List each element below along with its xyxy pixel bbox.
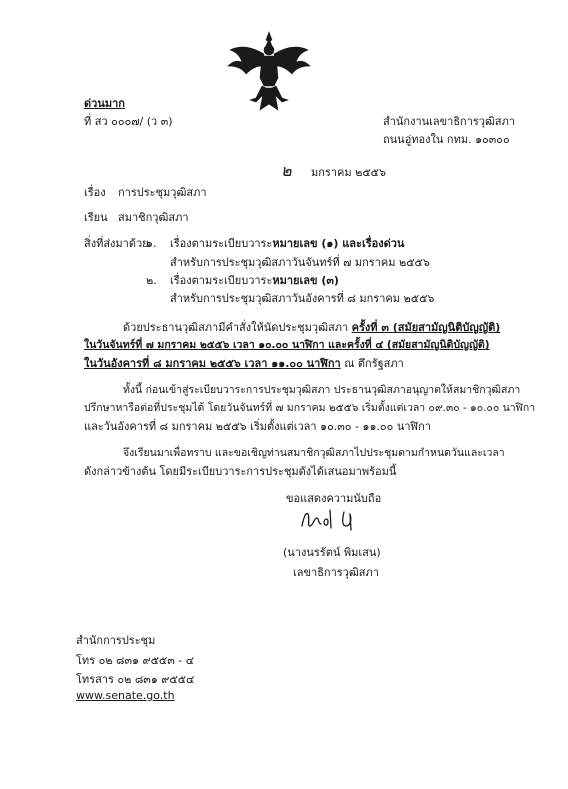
paragraph-3-line-1: จึงเรียนมาเพื่อทราบ และขอเชิญท่านสมาชิกวุฒิสภาไปประชุมตามกำหนดวันและเวลา [123, 447, 505, 459]
paragraph-3-line-2: ดังกล่าวข้างต้น โดยมีระเบียบวาระการประชุมดังได้เสนอมาพร้อมนี้ [84, 465, 397, 478]
reference-number: ที่ สว ๐๐๐๗/ (ว ๓) [84, 115, 173, 128]
signer-title: เลขาธิการวุฒิสภา [293, 566, 379, 579]
session-4-date: ในวันอังคารที่ ๘ มกราคม ๒๕๕๖ เวลา ๑๑.๐๐ นาฬิกา [84, 357, 341, 370]
venue-text: ณ ตึกรัฐสภา [344, 357, 404, 370]
closing-regards: ขอแสดงความนับถือ [286, 492, 382, 505]
enclosure-1-text-a: เรื่องตามระเบียบวาระ [170, 237, 273, 250]
organization-name: สำนักงานเลขาธิการวุฒิสภา [383, 115, 516, 128]
date-month-year: มกราคม ๒๕๕๖ [311, 166, 386, 179]
enclosure-1-text [170, 234, 404, 252]
urgent-label: ด่วนมาก [84, 97, 125, 110]
footer-website-link[interactable]: www.senate.go.th [76, 689, 175, 702]
footer-phone: โทร ๐๒ ๘๓๑ ๙๕๕๓ - ๔ [76, 654, 195, 667]
enclosure-2-number: ๒. [146, 274, 157, 287]
footer-fax: โทรสาร ๐๒ ๘๓๑ ๙๕๕๔ [76, 673, 195, 686]
enclosure-2-text-a: เรื่องตามระเบียบวาระ [170, 274, 273, 287]
signer-name: (นางนรรัตน์ พิมเสน) [283, 546, 381, 559]
paragraph-1-intro: ด้วยประธานวุฒิสภามีคำสั่งให้นัดประชุมวุฒิสภา [123, 321, 349, 334]
signature-icon [298, 506, 362, 532]
enclosure-2-text-b: หมายเลข (๓) [272, 274, 339, 287]
subject-text: การประชุมวุฒิสภา [118, 186, 207, 199]
paragraph-2-line-3: และวันอังคารที่ ๘ มกราคม ๒๕๕๖ เริ่มตั้งแต่เวลา ๑๐.๓๐ - ๑๑.๐๐ นาฬิกา [84, 420, 431, 433]
paragraph-1-line-3 [84, 354, 404, 372]
paragraph-2-line-2: ปรึกษาหารือต่อที่ประชุมได้ โดยวันจันทร์ที่ ๗ มกราคม ๒๕๕๖ เริ่มตั้งแต่เวลา ๐๙.๓๐ - ๑๐.๐๐ นาฬิกา [84, 402, 536, 414]
enclosure-2-sub: สำหรับการประชุมวุฒิสภาวันอังคารที่ ๘ มกราคม ๒๕๕๖ [170, 292, 435, 305]
enclosure-2-text [170, 271, 339, 289]
subject-label: เรื่อง [84, 186, 106, 199]
session-3-label: ครั้งที่ ๓ (สมัยสามัญนิติบัญญัติ) [351, 321, 501, 334]
to-text: สมาชิกวุฒิสภา [118, 211, 189, 224]
enclosure-1-sub: สำหรับการประชุมวุฒิสภาวันจันทร์ที่ ๗ มกราคม ๒๕๕๖ [170, 256, 430, 269]
organization-address: ถนนอู่ทองใน กทม. ๑๐๓๐๐ [383, 133, 510, 146]
date-day: ๒ [281, 161, 292, 180]
paragraph-2-line-1: ทั้งนี้ ก่อนเข้าสู่ระเบียบวาระการประชุมวุฒิสภา ประธานวุฒิสภาอนุญาตให้สมาชิกวุฒิสภา [123, 384, 521, 396]
footer-office: สำนักการประชุม [76, 634, 156, 647]
paragraph-1-line-2: ในวันจันทร์ที่ ๗ มกราคม ๒๕๕๖ เวลา ๑๐.๐๐ นาฬิกา และครั้งที่ ๔ (สมัยสามัญนิติบัญญัติ) [84, 339, 490, 351]
enclosure-1-number: ๑. [146, 237, 157, 250]
enclosure-1-text-b: หมายเลข (๑) และเรื่องด่วน [272, 237, 405, 250]
garuda-emblem-icon [226, 30, 312, 114]
paragraph-1-line-1 [123, 318, 500, 336]
enclosure-label: สิ่งที่ส่งมาด้วย [84, 237, 149, 250]
to-label: เรียน [84, 211, 108, 224]
